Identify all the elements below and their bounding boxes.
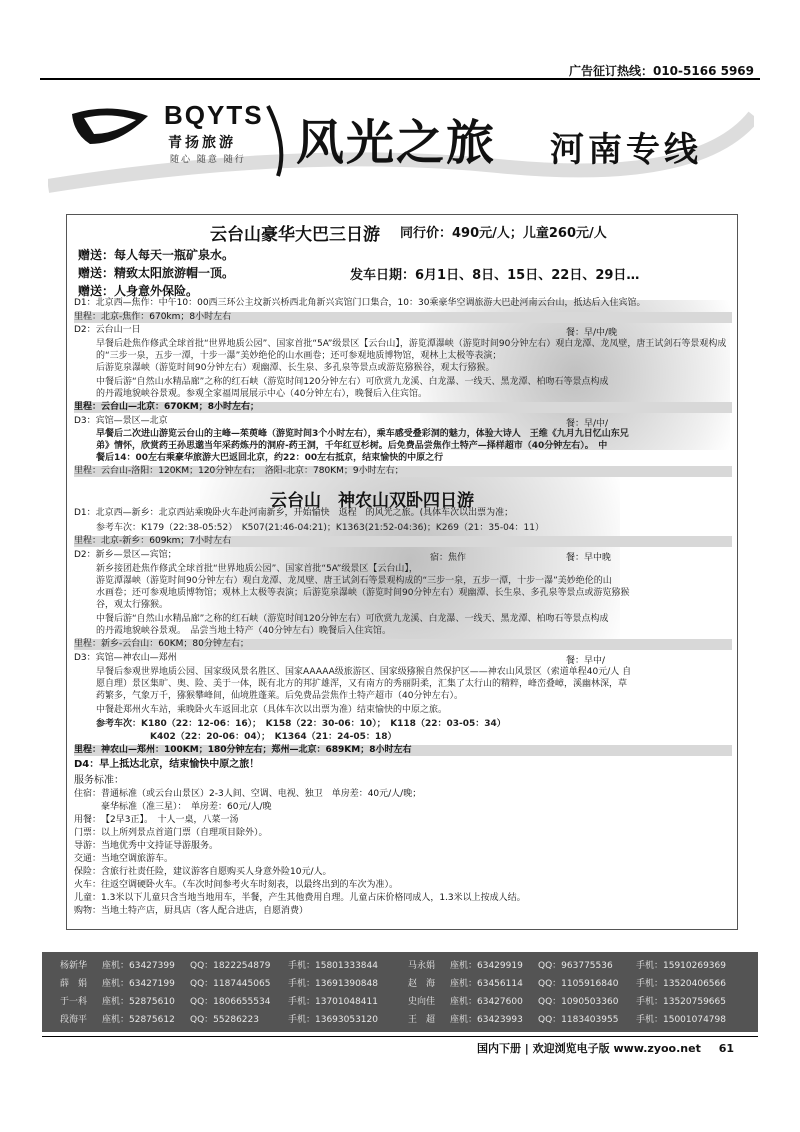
day-detail: 早餐后二次进山游览云台山的主峰—茱萸峰（游览时间3个小时左右），乘车感受叠彩洞的魅力，体验大诗人 王维《九月九日忆山东兄 [96,429,629,439]
contact-name: 马永娟 [408,961,436,971]
contact-qq: QQ：1806655534 [190,997,271,1007]
service-item: 火车：往返空调硬卧火车。（车次时间参考火车时刻表，以最终出到的车次为准）。 [74,880,399,890]
mileage-line: 里程：新乡-云台山：60KM；80分钟左右； [74,639,732,650]
meal-info: 餐：早中晚 [566,553,612,563]
logo-swoosh-icon [70,104,150,148]
contact-mobile: 手机：13691390848 [288,979,378,989]
departure-dates: 发车日期：6月1日、8日、15日、22日、29日… [350,268,640,283]
train-info: 参考车次：K179（22:38-05:52） K507(21:46-04:21)；K1363(21:52-04:36)；K269（21：35-04：11） [96,523,545,533]
top-divider [40,78,760,80]
contact-mobile: 手机：15801333844 [288,961,378,971]
service-list [74,788,732,918]
contact-qq: QQ：1183403955 [538,1015,619,1025]
stay-info: 宿：焦作 [430,553,467,563]
mileage-line: 里程：北京-焦作：670km；8小时左右 [74,312,732,323]
day-detail: 中餐后游“自然山水精品廊”之称的红石峡（游览时间120分钟左右）可欣赏九龙溪、白龙瀑、一线天、黑龙潭、柏吻石等景点构成 [96,377,609,387]
day-detail: 弟》情怀，欣赏药王孙思邈当年采药炼丹的洞府-药王洞，千年红豆杉树。后免费品尝焦作土特产—择样超市（40分钟左右）。 中 [96,441,608,451]
day-detail: 水画卷；还可参观地质博物馆；观林上太极等表演；后游览泉瀑峡（游览时间90分钟左右）观幽潭、长生泉、多孔泉等景点或游览猕猴 [96,588,630,598]
contact-qq: QQ：1822254879 [190,961,271,971]
contact-qq: QQ：1090503360 [538,997,619,1007]
tour2-title: 云台山 神农山双卧四日游 [270,491,474,511]
page-number: 61 [718,1042,734,1055]
contact-tel: 座机：63427600 [450,997,523,1007]
day-line: D3：宾馆—神农山—郑州 [74,653,177,663]
contact-tel: 座机：63423993 [450,1015,523,1025]
service-item: 门票：以上所列景点首道门票（自理项目除外）。 [74,828,268,838]
day-detail: 后游览泉瀑峡（游览时间90分钟左右）观幽潭、长生泉、多孔泉等景点或游览猕猴谷，观太行猕猴。 [96,363,495,373]
service-item: 儿童：1.3米以下儿童只含当地当地用车，半餐，产生其他费用自理。儿童占床价格同成人，1.3米以上按成人结。 [74,893,526,903]
contact-name: 史向佳 [408,997,436,1007]
day-detail: 的丹霞地貌峡谷景观。参观全家福周展展示中心（40分钟左右），晚餐后入住宾馆。 [96,389,427,399]
mileage-line: 里程：神农山—郑州：100KM；180分钟左右；郑州—北京：689KM；8小时左右 [74,745,732,756]
contact-name: 杨新华 [60,961,88,971]
ad-hotline: 广告征订热线：010-5166 5969 [568,64,754,78]
contact-name: 王 超 [408,1015,436,1025]
day-detail: 餐后14：00左右乘豪华旅游大巴返回北京，约22：00左右抵京，结束愉快的中原之行 [96,453,444,463]
contact-tel: 座机：63427199 [102,979,175,989]
train-info: K402（22：20-06：04）； K1364（21：24-05：18） [150,732,397,742]
train-info: 参考车次：K180（22：12-06：16）； K158（22：30-06：10）； K118（22：03-05：34） [96,719,506,729]
day-detail: 中餐后游“自然山水精品廊”之称的红石峡（游览时间120分钟左右）可欣赏九龙溪、白龙瀑、一线天、黑龙潭、柏吻石等景点构成 [96,614,609,624]
banner-subtitle: 河南专线 [550,130,702,170]
gift-item: 赠送：人身意外保险。 [78,284,199,298]
day-detail: 游览潭瀑峡（游览时间90分钟左右）观白龙潭、龙凤壁、唐王试剑石等景观构成的“三步一泉，五步一潭，十步一瀑”美妙绝伦的山 [96,576,612,586]
logo-chinese-name: 青扬旅游 [168,135,236,151]
contact-name: 段海平 [60,1015,88,1025]
gift-item: 赠送：每人每天一瓶矿泉水。 [78,248,235,262]
meal-info: 餐：早/中/ [566,419,609,429]
bottom-divider [42,1036,758,1037]
meal-info: 餐：早/中/晚 [566,328,618,338]
contact-tel: 座机：52875610 [102,997,175,1007]
footer-text: 国内下册 | 欢迎浏览电子版 www.zyoo.net [476,1042,701,1055]
contact-mobile: 手机：13520759665 [636,997,726,1007]
gift-item: 赠送：精致太阳旅游帽一顶。 [78,266,235,280]
day-detail: 的丹霞地貌峡谷景观。 品尝当地土特产（40分钟左右）晚餐后入住宾馆。 [96,626,391,636]
day-line: D1：北京西—新乡：北京西站乘晚卧火车赴河南新乡，开始愉快 返程 的风光之旅。(具体车次以出票为准； [74,508,514,518]
banner-title: 风光之旅 [296,115,497,171]
service-item: 购物：当地土特产店，厨具店（客人配合进店，自愿消费） [74,906,309,916]
contact-tel: 座机：52875612 [102,1015,175,1025]
page-footer [477,1040,734,1056]
contact-mobile: 手机：13520406566 [636,979,726,989]
service-title: 服务标准： [74,775,124,786]
contact-qq: QQ：55286223 [190,1015,259,1025]
contact-mobile: 手机：15910269369 [636,961,726,971]
tour1-title: 云台山豪华大巴三日游 [210,225,380,245]
day-detail: 早餐后赴焦作修武全球首批“世界地质公园”、国家首批“5A”级景区【云台山】，游览潭瀑峡（游览时间90分钟左右）观白龙潭、龙凤壁，唐王试剑石等景观构成的“三步一泉，五步一潭，十步一瀑”美妙绝伦的山水画卷；还可参观地质博物馆，观林上太极等表演； [96,339,727,361]
logo-text: BQYTS [164,100,264,130]
contact-mobile: 手机：15001074798 [636,1015,726,1025]
contact-tel: 座机：63456114 [450,979,523,989]
service-item: 交通：当地空调旅游车。 [74,854,174,864]
service-item: 保险：含旅行社责任险，建议游客自愿购买人身意外险10元/人。 [74,867,332,877]
contact-name: 于一科 [60,997,88,1007]
day-line: D2：云台山一日 [74,325,141,335]
contact-name: 薛 娟 [60,979,88,989]
logo-slogan: 随心 随意 随行 [170,155,246,165]
day-detail: 新乡接团赴焦作修武全球首批“世界地质公园”、国家首批“5A”级景区【云台山】， [96,564,418,574]
mileage-line: 里程：北京-新乡：609km；7小时左右 [74,536,732,547]
contact-qq: QQ：963775536 [538,961,613,971]
meal-info: 餐：早中/ [566,656,606,666]
contact-qq: QQ：1105916840 [538,979,619,989]
contact-tel: 座机：63429919 [450,961,523,971]
contact-mobile: 手机：13701048411 [288,997,378,1007]
service-item: 豪华标准（准三星）： 单房差：60元/人/晚 [74,802,272,812]
day-line: D3：宾馆—景区—北京 [74,416,168,426]
day-detail: 谷，观太行猕猴。 [96,600,169,610]
service-item: 住宿：普通标准（或云台山景区）2-3人间、空调、电视、独卫 单房差：40元/人/晚； [74,789,422,799]
mileage-line: 里程：云台山—北京：670KM；8小时左右； [74,402,732,413]
day-detail: 中餐赴郑州火车站，乘晚卧火车返回北京（具体车次以出票为准）结束愉快的中原之旅。 [96,705,448,715]
contact-qq: QQ：1187445065 [190,979,271,989]
day-line: D1：北京西—焦作：中午10：00西三环公主坟新兴桥西北角新兴宾馆门口集合，10：30乘豪华空调旅游大巴赴河南云台山，抵达后入住宾馆。 [74,298,646,308]
tour1-price: 同行价：490元/人；儿童260元/人 [400,226,607,241]
service-item: 用餐： 【2早3正】。 十人一桌，八菜一汤 [74,815,239,825]
day-detail: 早餐后参观世界地质公园、国家级风景名胜区、国家AAAAA级旅游区、国家级猕猴自然保护区——神农山风景区（索道单程40元/人 自 [96,667,632,677]
day-detail: 愿自理）景区集旷、奥、险、美于一体，既有北方的邦扩雄浑，又有南方的秀丽阴柔，汇集了太行山的精粹，峰峦叠嶂，溪幽林深，草 [96,679,628,689]
mileage-line: 里程：云台山-洛阳：120KM；120分钟左右； 洛阳-北京：780KM；9小时左右； [74,466,732,477]
contact-tel: 座机：63427399 [102,961,175,971]
day-line: D2：新乡—景区—宾馆； [74,550,177,560]
contact-name: 赵 海 [408,979,436,989]
contact-mobile: 手机：13693053120 [288,1015,378,1025]
day-detail: 药繁多，气象万千，猕猴攀峰间，仙境胜蓬莱。后免费品尝焦作土特产超市（40分钟左右）。 [96,691,463,701]
service-item: 导游：当地优秀中文持证导游服务。 [74,841,219,851]
day-line: D4：早上抵达北京，结束愉快中原之旅！ [74,759,260,770]
